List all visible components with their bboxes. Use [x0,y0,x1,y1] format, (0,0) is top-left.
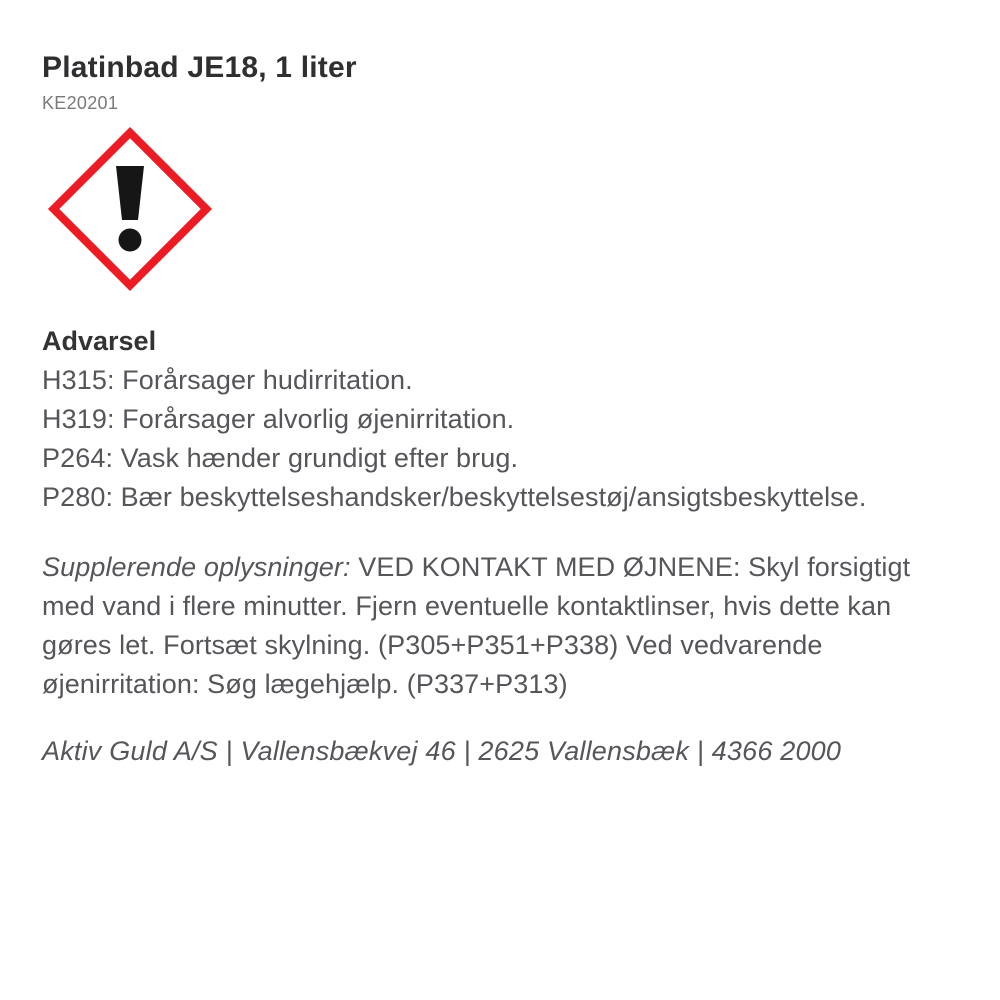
product-code: KE20201 [42,93,119,113]
ghs07-warning-pictogram [48,127,212,291]
precaution-statement-p280: P280: Bær beskyttelseshandsker/beskyttelsestøj/ansigtsbeskyttelse. [42,482,867,512]
hazard-statement-h315: H315: Forårsager hudirritation. [42,365,413,395]
exclamation-mark-icon [48,127,212,291]
hazard-statement-h319: H319: Forårsager alvorlig øjenirritation. [42,404,515,434]
supplemental-text: VED KONTAKT MED ØJNENE: Skyl forsigtigt med vand i flere minutter. Fjern eventuelle kontaktlinser, hvis dette kan gøres let. Fortsæt skylning. (P305+P351+P338) Ved vedvarende øjenirritation: Søg lægehjælp. (P337+P313) [42,552,911,699]
signal-word: Advarsel [42,326,157,356]
supplemental-information [42,548,947,704]
company-contact-line: Aktiv Guld A/S | Vallensbækvej 46 | 2625 Vallensbæk | 4366 2000 [42,736,842,766]
page-title: Platinbad JE18, 1 liter [42,51,357,84]
precaution-statement-p264: P264: Vask hænder grundigt efter brug. [42,443,519,473]
supplemental-label: Supplerende oplysninger: [42,552,351,582]
hazard-statements [42,361,960,517]
